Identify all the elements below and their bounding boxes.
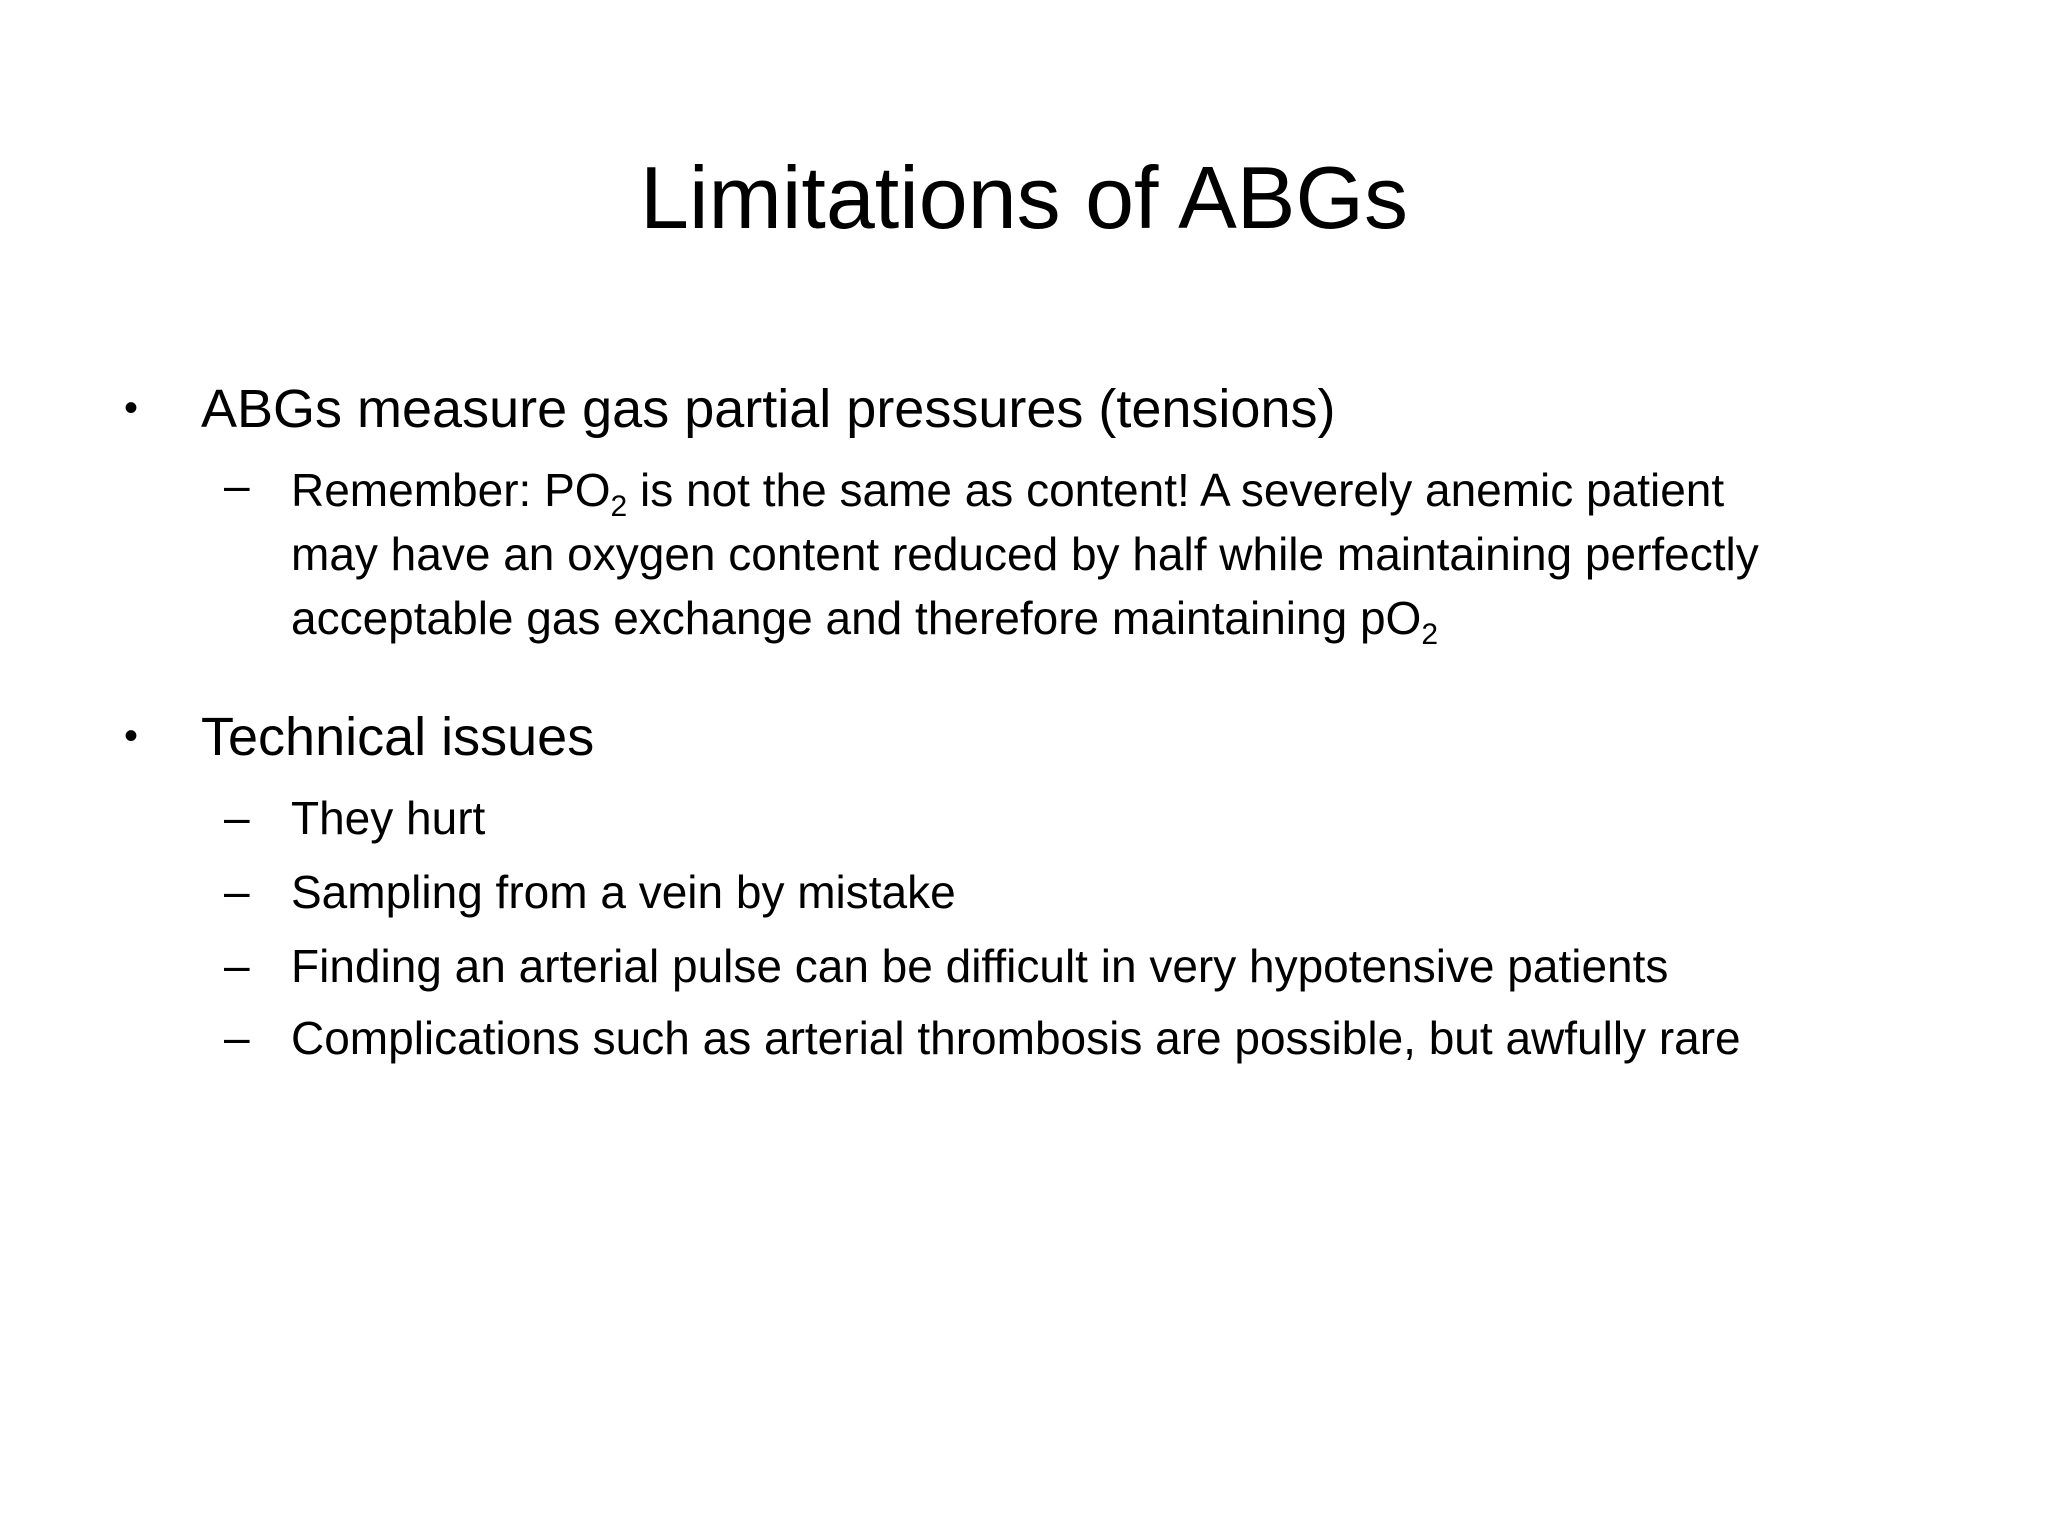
sub-marker: – xyxy=(224,865,250,917)
bullet-marker: • xyxy=(124,386,139,430)
subitem-line-3 xyxy=(291,586,1971,650)
slide-title: Limitations of ABGs xyxy=(640,148,1408,247)
sub-marker: – xyxy=(224,459,250,511)
subscript: 2 xyxy=(610,490,628,523)
subitem-text: Finding an arterial pulse can be difficult in very hypotensive patients xyxy=(291,940,1669,992)
subitem-remember-text xyxy=(291,458,1971,650)
subitem-line-2: may have an oxygen content reduced by half while maintaining perfectly xyxy=(291,528,1759,580)
subscript: 2 xyxy=(1421,618,1439,651)
sub-marker: – xyxy=(224,791,250,843)
text-run: Remember: PO xyxy=(291,464,611,516)
bullet-text: Technical issues xyxy=(201,707,595,767)
subitem-text: Sampling from a vein by mistake xyxy=(291,866,956,918)
subitem-text: Complications such as arterial thrombosis are possible, but awfully rare xyxy=(291,1012,1741,1064)
bullet-marker: • xyxy=(124,714,139,758)
subitem-line-1 xyxy=(291,458,1971,522)
text-run: acceptable gas exchange and therefore maintaining pO xyxy=(291,592,1422,644)
sub-marker: – xyxy=(224,939,250,991)
text-run: is not the same as content! A severely anemic patient xyxy=(627,464,1725,516)
bullet-text: ABGs measure gas partial pressures (tensions) xyxy=(201,379,1336,439)
subitem-text: They hurt xyxy=(291,792,486,844)
sub-marker: – xyxy=(224,1011,250,1063)
